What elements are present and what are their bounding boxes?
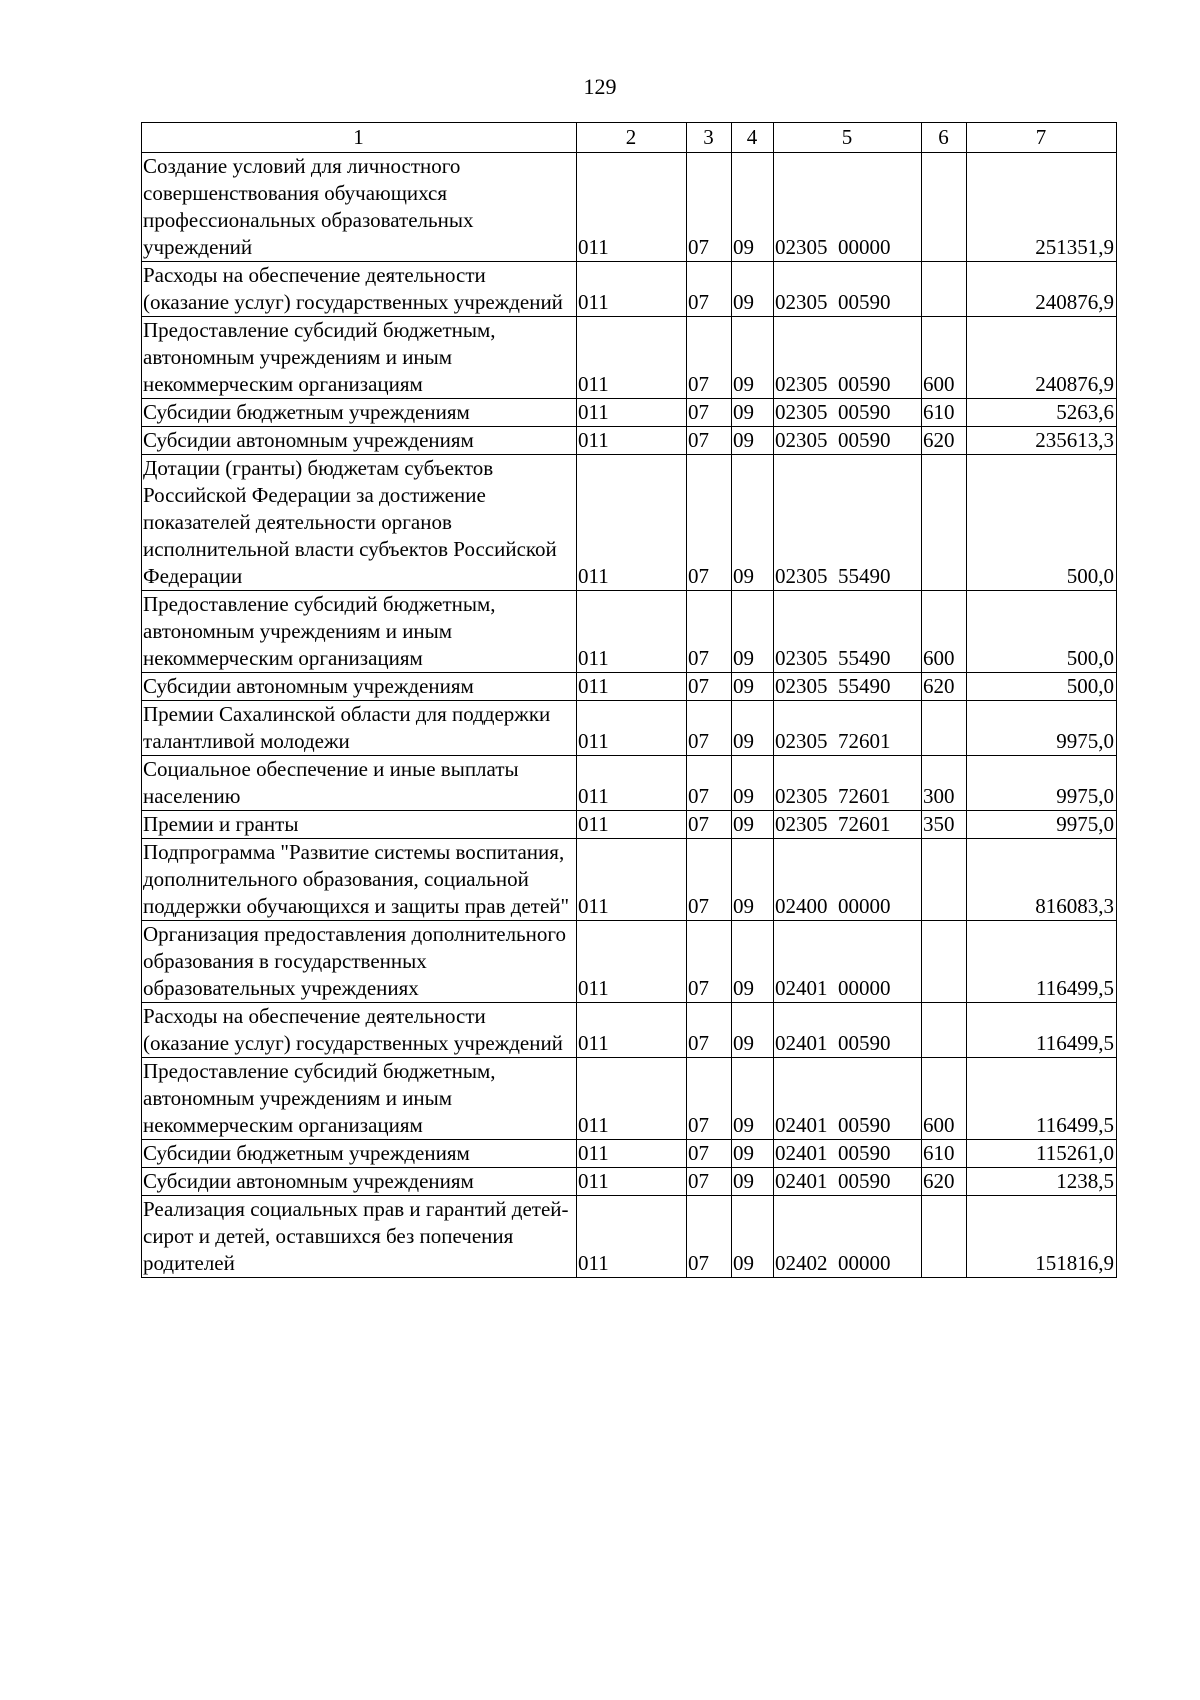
row-section-cell: 07 — [687, 455, 732, 591]
row-expense-type-cell — [922, 262, 967, 317]
row-name-cell: Создание условий для личностного совершенствования обучающихся профессиональных образовательных учреждений — [142, 153, 577, 262]
row-section-cell: 07 — [687, 1003, 732, 1058]
row-section-cell: 07 — [687, 673, 732, 701]
row-name-cell: Социальное обеспечение и иные выплаты населению — [142, 756, 577, 811]
row-subsection-cell: 09 — [732, 811, 774, 839]
row-ministry-cell: 011 — [577, 1196, 687, 1278]
row-expense-type-cell — [922, 1003, 967, 1058]
row-section-cell: 07 — [687, 399, 732, 427]
row-name-cell: Премии и гранты — [142, 811, 577, 839]
row-amount-cell: 9975,0 — [967, 756, 1117, 811]
table-row — [142, 1003, 1117, 1058]
row-target-cell: 02401 00590 — [774, 1003, 922, 1058]
row-ministry-cell: 011 — [577, 153, 687, 262]
row-target-cell: 02305 55490 — [774, 673, 922, 701]
row-subsection-cell: 09 — [732, 427, 774, 455]
header-col-4: 4 — [732, 123, 774, 153]
row-ministry-cell: 011 — [577, 673, 687, 701]
row-expense-type-cell: 620 — [922, 673, 967, 701]
row-amount-cell: 1238,5 — [967, 1168, 1117, 1196]
table-row — [142, 399, 1117, 427]
row-section-cell: 07 — [687, 262, 732, 317]
row-section-cell: 07 — [687, 756, 732, 811]
row-expense-type-cell: 600 — [922, 1058, 967, 1140]
row-amount-cell: 240876,9 — [967, 262, 1117, 317]
row-name-cell: Предоставление субсидий бюджетным, автономным учреждениям и иным некоммерческим организациям — [142, 317, 577, 399]
row-expense-type-cell: 300 — [922, 756, 967, 811]
row-amount-cell: 816083,3 — [967, 839, 1117, 921]
row-expense-type-cell: 620 — [922, 1168, 967, 1196]
row-target-cell: 02305 72601 — [774, 701, 922, 756]
row-expense-type-cell: 350 — [922, 811, 967, 839]
row-section-cell: 07 — [687, 839, 732, 921]
page-number: 129 — [583, 74, 617, 99]
row-name-cell: Предоставление субсидий бюджетным, автономным учреждениям и иным некоммерческим организациям — [142, 1058, 577, 1140]
row-name-cell: Премии Сахалинской области для поддержки талантливой молодежи — [142, 701, 577, 756]
row-subsection-cell: 09 — [732, 756, 774, 811]
header-col-2: 2 — [577, 123, 687, 153]
row-target-cell: 02305 72601 — [774, 756, 922, 811]
row-amount-cell: 235613,3 — [967, 427, 1117, 455]
table-row — [142, 591, 1117, 673]
row-ministry-cell: 011 — [577, 756, 687, 811]
row-target-cell: 02305 00000 — [774, 153, 922, 262]
row-ministry-cell: 011 — [577, 399, 687, 427]
row-ministry-cell: 011 — [577, 317, 687, 399]
row-name-cell: Организация предоставления дополнительного образования в государственных образовательных учреждениях — [142, 921, 577, 1003]
row-ministry-cell: 011 — [577, 1140, 687, 1168]
row-name-cell: Предоставление субсидий бюджетным, автономным учреждениям и иным некоммерческим организациям — [142, 591, 577, 673]
row-amount-cell: 500,0 — [967, 673, 1117, 701]
row-target-cell: 02401 00000 — [774, 921, 922, 1003]
row-ministry-cell: 011 — [577, 811, 687, 839]
row-expense-type-cell: 620 — [922, 427, 967, 455]
header-col-3: 3 — [687, 123, 732, 153]
row-section-cell: 07 — [687, 317, 732, 399]
row-target-cell: 02400 00000 — [774, 839, 922, 921]
table-row — [142, 455, 1117, 591]
row-section-cell: 07 — [687, 811, 732, 839]
row-expense-type-cell: 600 — [922, 317, 967, 399]
row-target-cell: 02401 00590 — [774, 1140, 922, 1168]
row-expense-type-cell — [922, 839, 967, 921]
row-section-cell: 07 — [687, 1196, 732, 1278]
row-amount-cell: 9975,0 — [967, 701, 1117, 756]
row-subsection-cell: 09 — [732, 317, 774, 399]
row-section-cell: 07 — [687, 427, 732, 455]
row-subsection-cell: 09 — [732, 1140, 774, 1168]
row-section-cell: 07 — [687, 1168, 732, 1196]
table-row — [142, 1196, 1117, 1278]
row-name-cell: Субсидии бюджетным учреждениям — [142, 1140, 577, 1168]
row-target-cell: 02305 72601 — [774, 811, 922, 839]
row-ministry-cell: 011 — [577, 701, 687, 756]
row-amount-cell: 116499,5 — [967, 921, 1117, 1003]
row-target-cell: 02305 55490 — [774, 455, 922, 591]
row-ministry-cell: 011 — [577, 839, 687, 921]
row-name-cell: Подпрограмма "Развитие системы воспитания, дополнительного образования, социальной поддержки обучающихся и защиты прав детей" — [142, 839, 577, 921]
table-row — [142, 262, 1117, 317]
row-ministry-cell: 011 — [577, 455, 687, 591]
row-amount-cell: 500,0 — [967, 591, 1117, 673]
table-row — [142, 921, 1117, 1003]
table-row — [142, 673, 1117, 701]
header-col-1: 1 — [142, 123, 577, 153]
row-section-cell: 07 — [687, 153, 732, 262]
row-subsection-cell: 09 — [732, 399, 774, 427]
row-subsection-cell: 09 — [732, 1196, 774, 1278]
row-target-cell: 02305 00590 — [774, 317, 922, 399]
row-amount-cell: 240876,9 — [967, 317, 1117, 399]
row-target-cell: 02305 00590 — [774, 262, 922, 317]
row-expense-type-cell — [922, 921, 967, 1003]
row-subsection-cell: 09 — [732, 921, 774, 1003]
row-expense-type-cell: 610 — [922, 1140, 967, 1168]
row-expense-type-cell — [922, 1196, 967, 1278]
row-expense-type-cell — [922, 153, 967, 262]
header-col-6: 6 — [922, 123, 967, 153]
row-subsection-cell: 09 — [732, 262, 774, 317]
row-expense-type-cell — [922, 701, 967, 756]
row-name-cell: Субсидии бюджетным учреждениям — [142, 399, 577, 427]
row-ministry-cell: 011 — [577, 1168, 687, 1196]
row-amount-cell: 500,0 — [967, 455, 1117, 591]
row-target-cell: 02401 00590 — [774, 1168, 922, 1196]
table-row — [142, 427, 1117, 455]
row-section-cell: 07 — [687, 921, 732, 1003]
row-ministry-cell: 011 — [577, 262, 687, 317]
table-row — [142, 811, 1117, 839]
row-target-cell: 02305 55490 — [774, 591, 922, 673]
table-row — [142, 1168, 1117, 1196]
row-ministry-cell: 011 — [577, 591, 687, 673]
table-row — [142, 153, 1117, 262]
row-ministry-cell: 011 — [577, 921, 687, 1003]
row-target-cell: 02402 00000 — [774, 1196, 922, 1278]
row-ministry-cell: 011 — [577, 1058, 687, 1140]
row-subsection-cell: 09 — [732, 701, 774, 756]
row-section-cell: 07 — [687, 701, 732, 756]
header-col-5: 5 — [774, 123, 922, 153]
row-expense-type-cell — [922, 455, 967, 591]
budget-table — [141, 122, 1117, 1278]
table-row — [142, 1058, 1117, 1140]
row-subsection-cell: 09 — [732, 455, 774, 591]
row-amount-cell: 116499,5 — [967, 1003, 1117, 1058]
row-subsection-cell: 09 — [732, 1003, 774, 1058]
row-subsection-cell: 09 — [732, 839, 774, 921]
table-row — [142, 701, 1117, 756]
row-expense-type-cell: 600 — [922, 591, 967, 673]
table-body — [142, 153, 1117, 1278]
table-row — [142, 756, 1117, 811]
row-name-cell: Реализация социальных прав и гарантий детей-сирот и детей, оставшихся без попечения родителей — [142, 1196, 577, 1278]
row-target-cell: 02401 00590 — [774, 1058, 922, 1140]
header-col-7: 7 — [967, 123, 1117, 153]
row-subsection-cell: 09 — [732, 673, 774, 701]
row-amount-cell: 9975,0 — [967, 811, 1117, 839]
row-section-cell: 07 — [687, 591, 732, 673]
row-subsection-cell: 09 — [732, 1058, 774, 1140]
row-section-cell: 07 — [687, 1140, 732, 1168]
row-section-cell: 07 — [687, 1058, 732, 1140]
row-target-cell: 02305 00590 — [774, 399, 922, 427]
table-row — [142, 839, 1117, 921]
row-name-cell: Дотации (гранты) бюджетам субъектов Российской Федерации за достижение показателей деятельности органов исполнительной власти субъектов Российской Федерации — [142, 455, 577, 591]
row-name-cell: Расходы на обеспечение деятельности (оказание услуг) государственных учреждений — [142, 262, 577, 317]
row-name-cell: Субсидии автономным учреждениям — [142, 427, 577, 455]
row-amount-cell: 5263,6 — [967, 399, 1117, 427]
row-subsection-cell: 09 — [732, 1168, 774, 1196]
row-name-cell: Расходы на обеспечение деятельности (оказание услуг) государственных учреждений — [142, 1003, 577, 1058]
row-amount-cell: 151816,9 — [967, 1196, 1117, 1278]
row-amount-cell: 251351,9 — [967, 153, 1117, 262]
row-name-cell: Субсидии автономным учреждениям — [142, 1168, 577, 1196]
row-ministry-cell: 011 — [577, 427, 687, 455]
row-amount-cell: 115261,0 — [967, 1140, 1117, 1168]
row-target-cell: 02305 00590 — [774, 427, 922, 455]
table-row — [142, 317, 1117, 399]
row-expense-type-cell: 610 — [922, 399, 967, 427]
table-row — [142, 1140, 1117, 1168]
row-subsection-cell: 09 — [732, 153, 774, 262]
table-header-row — [142, 123, 1117, 153]
row-name-cell: Субсидии автономным учреждениям — [142, 673, 577, 701]
row-subsection-cell: 09 — [732, 591, 774, 673]
row-ministry-cell: 011 — [577, 1003, 687, 1058]
row-amount-cell: 116499,5 — [967, 1058, 1117, 1140]
